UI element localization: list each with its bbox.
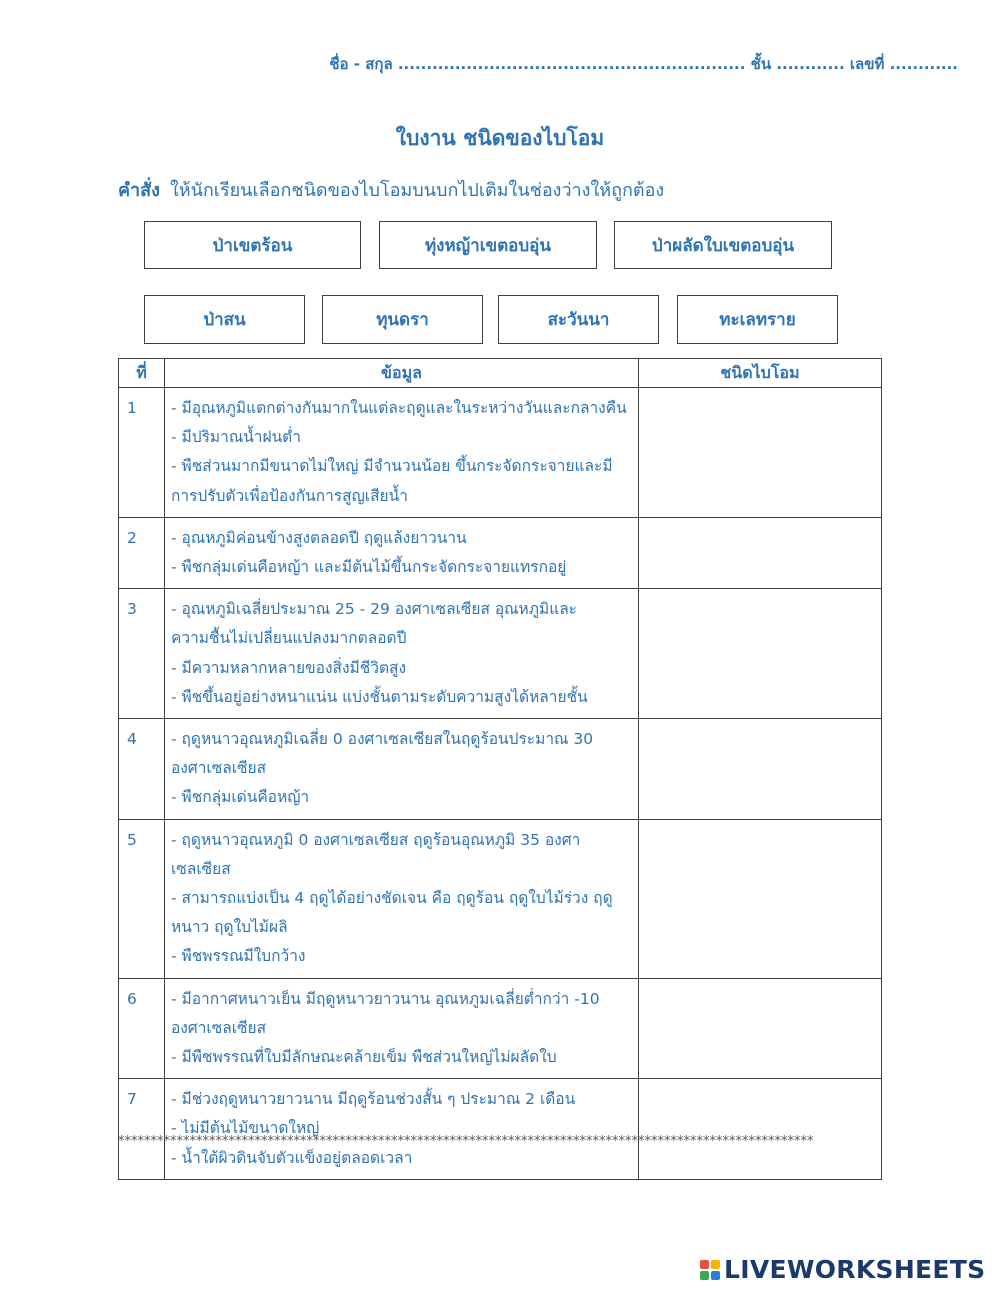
info-fact: - พืชส่วนมากมีขนาดไม่ใหญ่ มีจำนวนน้อย ขึ้นกระจัดกระจายและมีการปรับตัวเพื่อป้องกันการสูญเสียน้ำ — [171, 457, 613, 505]
logo-square — [711, 1271, 720, 1280]
instruction — [118, 175, 664, 204]
table-header-row — [119, 359, 882, 388]
row-info — [165, 388, 639, 518]
row-number: 7 — [119, 1079, 165, 1180]
row-info — [165, 819, 639, 978]
choice-box-tundra[interactable]: ทุนดรา — [322, 295, 483, 344]
answer-cell[interactable] — [639, 517, 882, 588]
header-number: ที่ — [119, 359, 165, 388]
logo-square — [700, 1271, 709, 1280]
table-row — [119, 589, 882, 719]
row-info — [165, 1079, 639, 1180]
row-info — [165, 719, 639, 820]
row-info — [165, 589, 639, 719]
choice-box-temperate-grassland[interactable]: ทุ่งหญ้าเขตอบอุ่น — [379, 221, 597, 269]
info-fact: - พืชกลุ่มเด่นคือหญ้า และมีต้นไม้ขึ้นกระจัดกระจายแทรกอยู่ — [171, 558, 567, 577]
row-number: 3 — [119, 589, 165, 719]
info-fact: - สามารถแบ่งเป็น 4 ฤดูได้อย่างชัดเจน คือ ฤดูร้อน ฤดูใบไม้ร่วง ฤดูหนาว ฤดูใบไม้ผลิ — [171, 889, 613, 937]
choice-box-taiga[interactable]: ป่าสน — [144, 295, 305, 344]
info-fact: - ฤดูหนาวอุณหภูมิ 0 องศาเซลเซียส ฤดูร้อนอุณหภูมิ 35 องศาเซลเซียส — [171, 830, 581, 878]
table-row — [119, 1079, 882, 1180]
answer-cell[interactable] — [639, 978, 882, 1079]
info-fact: - มีอุณหภูมิแตกต่างกันมากในแต่ละฤดูและในระหว่างวันและกลางคืน — [171, 399, 627, 417]
page-title: ใบงาน ชนิดของไบโอม — [395, 126, 605, 150]
row-number: 2 — [119, 517, 165, 588]
choice-box-temperate-deciduous-forest[interactable]: ป่าผลัดใบเขตอบอุ่น — [614, 221, 832, 269]
separator-line: *********************************************************************************************************** — [118, 1134, 814, 1149]
brand-name: LIVEWORKSHEETS — [724, 1255, 986, 1284]
instruction-text: ให้นักเรียนเลือกชนิดของไบโอมบนบกไปเติมในช่องว่างให้ถูกต้อง — [169, 180, 665, 201]
choice-box-tropical-rainforest[interactable]: ป่าเขตร้อน — [144, 221, 361, 269]
answer-cell[interactable] — [639, 1079, 882, 1180]
info-fact: - ไม่มีต้นไม้ขนาดใหญ่ — [171, 1119, 320, 1138]
row-number: 5 — [119, 819, 165, 978]
row-info — [165, 978, 639, 1079]
answer-cell[interactable] — [639, 819, 882, 978]
info-fact: - ฤดูหนาวอุณหภูมิเฉลี่ย 0 องศาเซลเซียสในฤดูร้อนประมาณ 30 องศาเซลเซียส — [171, 730, 594, 778]
biome-table — [118, 358, 882, 1180]
header-biome-type: ชนิดไบโอม — [639, 359, 882, 388]
table-row — [119, 388, 882, 518]
info-fact: - พืชขึ้นอยู่อย่างหนาแน่น แบ่งชั้นตามระดับความสูงได้หลายชั้น — [171, 687, 588, 706]
info-fact: - มีพืชพรรณที่ใบมีลักษณะคล้ายเข็ม พืชส่วนใหญ่ไม่ผลัดใบ — [171, 1048, 557, 1067]
choice-box-savanna[interactable]: สะวันนา — [498, 295, 659, 344]
choice-box-desert[interactable]: ทะเลทราย — [677, 295, 838, 344]
row-number: 4 — [119, 719, 165, 820]
info-fact: - มีปริมาณน้ำฝนต่ำ — [171, 428, 301, 447]
row-info — [165, 517, 639, 588]
answer-cell[interactable] — [639, 388, 882, 518]
info-fact: - มีความหลากหลายของสิ่งมีชีวิตสูง — [171, 658, 407, 677]
header-info: ข้อมูล — [165, 359, 639, 388]
answer-cell[interactable] — [639, 719, 882, 820]
logo-square — [700, 1260, 709, 1269]
info-fact: - อุณหภูมิเฉลี่ยประมาณ 25 - 29 องศาเซลเซียส อุณหภูมิและความชื้นไม่เปลี่ยนแปลงมากตลอดปี — [171, 600, 578, 648]
liveworksheets-logo-icon — [700, 1260, 720, 1280]
instruction-label: คำสั่ง — [118, 180, 160, 201]
table-row — [119, 517, 882, 588]
info-fact: - มีช่วงฤดูหนาวยาวนาน มีฤดูร้อนช่วงสั้น ๆ ประมาณ 2 เดือน — [171, 1090, 576, 1109]
info-fact: - อุณหภูมิค่อนข้างสูงตลอดปี ฤดูแล้งยาวนาน — [171, 528, 467, 547]
brand-footer — [700, 1255, 985, 1284]
table-row — [119, 978, 882, 1079]
row-number: 1 — [119, 388, 165, 518]
info-fact: - มีอากาศหนาวเย็น มีฤดูหนาวยาวนาน อุณหภูมเฉลี่ยต่ำกว่า -10 องศาเซลเซียส — [171, 989, 600, 1037]
info-fact: - พืชพรรณมีใบกว้าง — [171, 947, 306, 966]
info-fact: - น้ำใต้ผิวดินจับตัวแข็งอยู่ตลอดเวลา — [171, 1148, 413, 1167]
logo-square — [711, 1260, 720, 1269]
table-row — [119, 819, 882, 978]
info-fact: - พืชกลุ่มเด่นคือหญ้า — [171, 788, 310, 807]
student-info-line: ชื่อ - สกุล ............................................................. ชั้น ............ เลขที่ ............ — [329, 55, 958, 73]
answer-cell[interactable] — [639, 589, 882, 719]
table-row — [119, 719, 882, 820]
row-number: 6 — [119, 978, 165, 1079]
